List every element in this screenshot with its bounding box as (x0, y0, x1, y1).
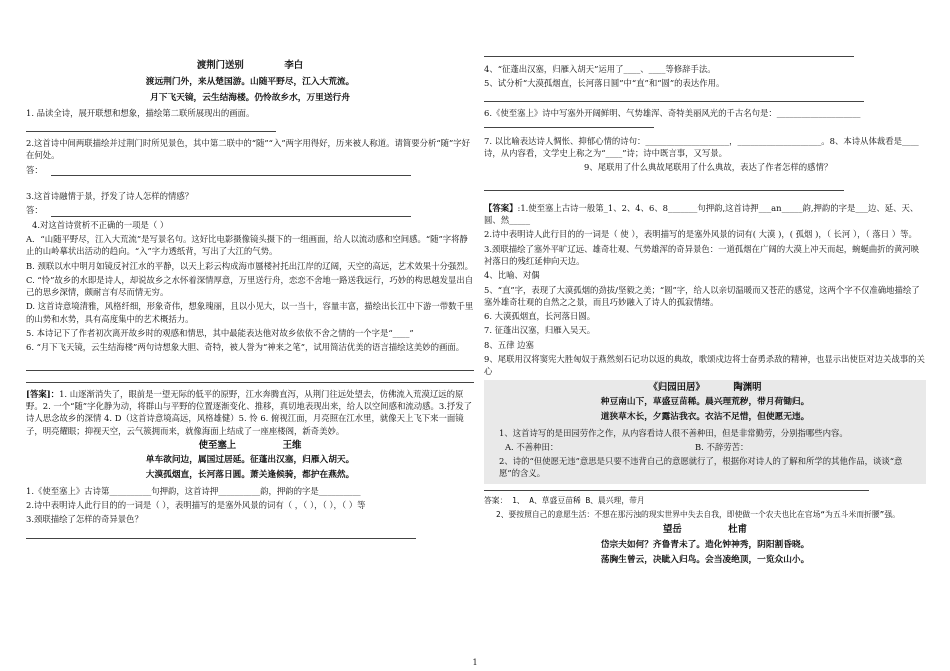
answer-text: 1. 山逐渐消失了，眼前是一望无际的低平的原野，江水奔腾直泻，从荆门往远处望去，仿佛流入荒漠辽远的原野。2. 一个“随”字化静为动，将群山与平野的位置逐渐变化、推移，真切地表现出来，给人以空间感和流动感。3.抒发了诗人思念故乡的深情 4. D（这首诗意境高远，风格雄健）5. 怜 6. 俯视江面，月亮照在江水里，就像天上飞下来一面镜子，明亮耀眼；抑视天空，云气簇拥而来，就像海面上结成了一座座楼阁，新奇美妙。 (26, 388, 472, 436)
poem-line: 岱宗夫如何？齐鲁青未了。造化钟神秀，阴阳割昏晓。 (600, 539, 810, 550)
answer-row (26, 164, 474, 176)
answer-2: 2.诗中表明诗人此行目的的一词是（ 使 ），表明描写的是塞外风景的词有( 大漠 )，( 孤烟 )，（ 长河 ），（ 落日 ）等。 (484, 229, 917, 240)
answer-4: 4、比喻、对偶 (484, 270, 540, 281)
answer-label: 【答案】 (484, 202, 518, 213)
poem-line: 月下飞天镜，云生结海楼。仍怜故乡水，万里送行舟 (150, 92, 350, 103)
question-4: 4.对这首诗赏析不正确的一项是（ ） (32, 219, 169, 230)
question-3: 3.这首诗融情于景，抒发了诗人怎样的情感？ (26, 191, 194, 202)
poem-line: 荡胸生曾云，决眦入归鸟。会当凌绝顶，一览众山小。 (600, 554, 810, 565)
question-r9: 9、尾联用了什么典故尾联用了什么典故，表达了作者怎样的感情？ (584, 162, 833, 173)
answer-block (484, 202, 926, 227)
guiyuantianju-section (484, 380, 926, 484)
answer-line (484, 46, 854, 57)
poem-line: 种豆南山下，草盛豆苗稀。晨兴理荒秽，带月荷锄归。 (600, 396, 810, 407)
option-a: A．“山随平野尽，江入大荒流”是写景名句。这好比电影摄像镜头摄下的一组画面，给人以流动感和空间感。“随”字将静止的山岭摹状出活动的趋向。“入”字力透纸背，写出了大江的气势。 (26, 233, 468, 257)
option-row (487, 441, 923, 453)
answer-line (484, 176, 844, 191)
question-6: 6. “月下飞天镜，云生结海楼”两句诗想象大胆、奇特，被人誉为“神来之笔”，试用简洁优美的语言描绘这美妙的画面。 (26, 342, 465, 353)
question-1: 1. 品读全诗，展开联想和想象，描绘第二联所展现出的画面。 (26, 107, 255, 118)
question-2-2: 2.诗中表明诗人此行目的的一词是（ ），表明描写的是塞外风景的词有（ ，（ ），（ ），（ ）等 (26, 500, 366, 511)
answer-line (484, 121, 654, 128)
right-column (484, 46, 926, 566)
answer-g1: 答案： 1、 A、草盛豆苗稀 B、晨兴理，带月 (484, 495, 645, 505)
question-r5: 5、试分析“大漠孤烟直，长河落日圆”中“直”和“圆”的表达作用。 (484, 78, 725, 89)
title-text: 使至塞上 (198, 439, 237, 451)
answer-line (26, 356, 474, 371)
question-g2: 2、诗的“但使愿无违”意思是只要不违背自己的意愿就行了，根据你对诗人的了解和所学的其他作品，谈谈“意愿”的含义。 (499, 456, 903, 479)
answer-line (26, 376, 474, 383)
poem-line: 大漠孤烟直，长河落日圆。萧关逢候骑，都护在燕然。 (145, 470, 355, 481)
answer-line (484, 488, 869, 491)
title-text: 望岳 (662, 524, 682, 536)
answer-6: 6. 大漠孤烟直，长河落日圆。 (484, 311, 596, 322)
option-d: D. 这首诗意境清雅，风格纤细，形象奇伟，想象瑰丽，且以小见大，以一当十，容量丰富，描绘出长江中下游一带数千里的山势和水势，具有高度集中的艺术概括力。 (26, 301, 474, 324)
question-5: 5. 本诗记下了作者初次离开故乡时的观感和情思，其中最能表达他对故乡依依不舍之情的一个字是“____” (26, 328, 414, 339)
answer-9: 9、尾联用汉将窦宪大胜匈奴于燕然刻石记功以返的典故，歌颂戍边将士奋勇杀敌的精神，也显示出使臣对边关战事的关心 (484, 354, 925, 377)
question-2-1: 1.《使至塞上》古诗第__________句押韵，这首诗押__________韵，押韵的字是__________ (26, 485, 361, 496)
poem-title-wangyue (484, 524, 926, 536)
question-r7: 7. 以比喻表达诗人惆怅、抑郁心情的诗句：____________________，____________________。8、本诗从体裁看是____诗，从内容看，文学史上称之为“____”诗；诗中既言事，又写景。 (484, 135, 919, 159)
answer-8: 8、五律 边塞 (484, 339, 534, 350)
poem-title-guiyuantianju (487, 382, 923, 394)
question-r6: 6.《使至塞上》诗中写塞外开阔鲜明、气势雄浑、奇特美丽风光的千古名句是：____________________ (484, 107, 861, 118)
question-2-3: 3.颈联描绘了怎样的奇异景色？ (26, 514, 143, 525)
answer-block (26, 388, 474, 437)
left-column (26, 60, 474, 544)
answer-line (26, 528, 416, 539)
question-r4: 4、“征蓬出汉塞，归雁入胡天”运用了____、____等修辞手法。 (484, 64, 716, 74)
poem-title-shizhisaishang (26, 440, 474, 452)
poem-line: 渡远荆门外，来从楚国游。山随平野尽，江入大荒流。 (145, 77, 355, 88)
answer-text: :1.使至塞上古诗一般第_1、2、4、6、8_______句押韵,这首诗押___an_____韵,押韵的字是___边、延、天、圆、然_____ (484, 202, 919, 226)
page-number: 1 (472, 658, 478, 667)
answer-label: 答： (26, 205, 43, 216)
author-name: 陶渊明 (733, 381, 762, 393)
answer-g2: 2、要按照自己的意愿生活：不想在那污浊的现实世界中失去自我，即使做一个农夫也比在官场“为五斗米而折腰”强。 (496, 510, 900, 520)
title-text: 渡荆门送别 (196, 60, 244, 71)
question-g1: 1、这首诗写的是田园劳作之作，从内容看诗人很不善种田，但是非常勤劳，分别指哪些内容。 (499, 427, 848, 438)
author-name: 杜甫 (728, 524, 748, 536)
answer-label: 答： (26, 164, 43, 175)
poem-line: 道狭草木长，夕露沾我衣。衣沾不足惜，但使愿无违。 (600, 412, 810, 423)
answer-line (26, 121, 276, 132)
option-b: B. 不辞劳苦： (695, 441, 749, 452)
poem-title-dujingmen (26, 60, 474, 72)
option-b: B. 颈联以水中明月如镜反衬江水的平静，以天上彩云构成海市蜃楼衬托出江岸的辽阔，天空的高远，艺术效果十分强烈。 (26, 260, 473, 271)
option-c: C. “怜”故乡的水即是诗人，却说故乡之水怀着深情厚意，万里送行舟，恋恋不舍地一路送我远行，巧妙的构思越发显出自己的思乡深情，颇耐言有尽而情无穷。 (26, 274, 474, 298)
answer-5: 5、“直”字，表现了大漠孤烟的劲拔/坚毅之美；“圆”字，给人以亲切温暖而又苍茫的感觉，这两个字不仅准确地描绘了塞外雄奇壮观的自然之之景，而且巧妙融入了诗人的孤寂情绪。 (484, 284, 920, 307)
answer-3: 3.颈联描绘了塞外平旷辽远、雄奇壮观、气势雄浑的奇异景色：一道孤烟在广阔的大漠上冲天而起，蜿蜒曲折的黄河映衬落日的残红延伸向天边。 (484, 243, 920, 266)
poem-line: 单车欲问边，属国过居延。征蓬出汉塞，归雁入胡天。 (145, 455, 355, 466)
author-name: 王维 (282, 439, 302, 451)
option-a: A. 不善种田： (505, 441, 559, 452)
answer-line (484, 92, 864, 102)
answer-row (26, 204, 474, 216)
answer-label: [答案]： (26, 388, 60, 399)
author-name: 李白 (284, 60, 304, 71)
question-2: 2.这首诗中间两联描绘并过荆门时所见景色，其中第二联中的“随”“入”两字用得好，历来被人称道。请简要分析“随”字好在何处。 (26, 138, 471, 161)
answer-7: 7. 征蓬出汉塞，归雁入吴天。 (484, 325, 596, 336)
title-text: 《归园田居》 (648, 381, 705, 393)
